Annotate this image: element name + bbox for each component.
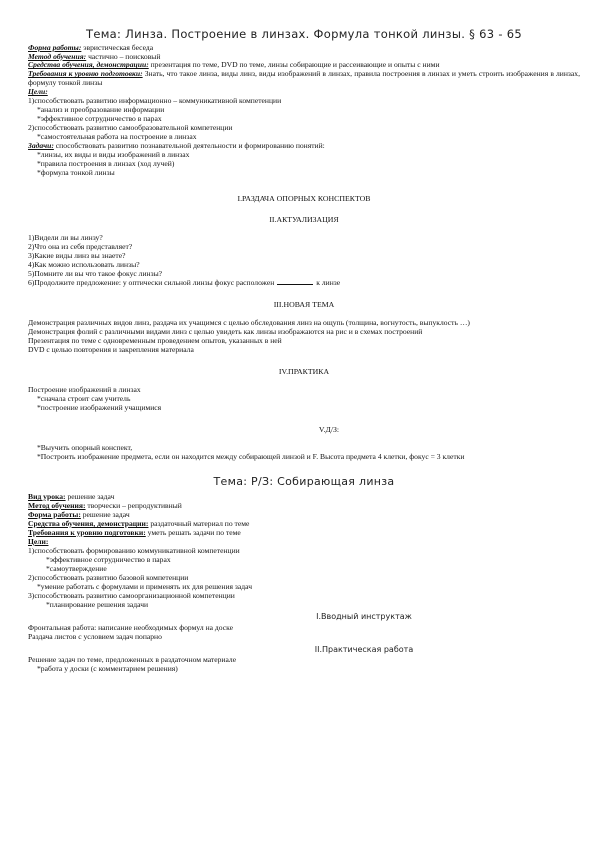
fill-blank <box>277 284 313 285</box>
subsection-heading: I.Вводный инструктаж <box>316 612 412 622</box>
document-page <box>28 0 580 674</box>
goal-item: 2)способствовать развитию базовой компетенции <box>28 573 189 582</box>
goals2-label: Цели: <box>28 537 49 546</box>
meta2-row: Требования к уровню подготовки: уметь решать задачи по теме <box>28 528 241 537</box>
goal-item: *эффективное сотрудничество в парах <box>46 555 171 564</box>
lesson-title-1: Тема: Линза. Построение в линзах. Формула тонкой линзы. § 63 - 65 <box>86 27 522 41</box>
newtopic-item: Демонстрация различных видов линз, раздача их учащимся с целью обследования линз на ощупь (толщина, вогнутость, выпуклость …) <box>28 319 470 328</box>
section-heading: I.РАЗДАЧА ОПОРНЫХ КОНСПЕКТОВ <box>237 193 371 203</box>
question-item: 2)Что она из себя представляет? <box>28 243 133 252</box>
goal-item: *анализ и преобразование информации <box>37 106 165 115</box>
practice-item: *сначала строит сам учитель <box>37 395 131 404</box>
question-item: 3)Какие виды линз вы знаете? <box>28 252 126 261</box>
homework-item: *Выучить опорный конспект, <box>37 444 133 453</box>
practice-item: Построение изображений в линзах <box>28 386 141 395</box>
goal-item: 1)способствовать развитию информационно – коммуникативной компетенции <box>28 97 282 106</box>
meta2-row: Средства обучения, демонстрации: раздаточный материал по теме <box>28 519 250 528</box>
section-heading: V.Д/З: <box>318 425 340 434</box>
meta2-row: Метод обучения: творчески – репродуктивный <box>28 502 182 511</box>
goal-item: *эффективное сотрудничество в парах <box>37 115 162 124</box>
goal-item: *умение работать с формулами и применять их для решения задач <box>37 582 253 591</box>
task-item: *правила построения в линзах (ход лучей) <box>37 159 175 168</box>
goal-item: 3)способствовать развитию самоорганизационной компетенции <box>28 591 235 600</box>
meta2-row: Форма работы: решение задач <box>28 510 130 519</box>
meta1-row: Метод обучения: частично – поисковый <box>28 52 161 61</box>
subsection-heading: II.Практическая работа <box>314 644 414 654</box>
question-item: 5)Помните ли вы что такое фокус линзы? <box>28 270 163 279</box>
meta1-row: Средства обучения, демонстрации: презентация по теме, DVD по теме, линзы собирающие и рассеивающие и опыты с ними <box>28 61 440 70</box>
question-item: 6)Продолжите предложение: у оптически сильной линзы фокус расположен к линзе <box>28 279 341 287</box>
task-item: *линзы, их виды и виды изображений в линзах <box>37 151 190 159</box>
work-item: *работа у доски (с комментарием решения) <box>37 665 178 674</box>
meta1-row: Требования к уровню подготовки: Знать, что такое линза, виды линз, виды изображений в линзах, правила построения в линзах и уметь строить изображения в линзах, формулу тонкой линзы <box>28 70 580 88</box>
section-heading: III.НОВАЯ ТЕМА <box>273 299 335 309</box>
goal-item: 2)способствовать развитию самообразовательной компетенции <box>28 124 233 133</box>
section-heading: II.АКТУАЛИЗАЦИЯ <box>269 215 339 225</box>
goal-item: *планирование решения задачи <box>46 600 149 609</box>
goals1-label: Цели: <box>28 88 48 97</box>
section-heading: IV.ПРАКТИКА <box>278 366 330 376</box>
task-item: *формула тонкой линзы <box>37 168 115 177</box>
meta1-row: Форма работы: эвристическая беседа <box>28 43 154 52</box>
question-item: 4)Как можно использовать линзы? <box>28 261 140 270</box>
instr-item: Фронтальная работа: написание необходимых формул на доске <box>28 623 233 632</box>
practice-item: *построение изображений учащимися <box>37 404 162 413</box>
newtopic-item: Презентация по теме с одновременным проведением опытов, указанных в ней <box>28 337 282 346</box>
newtopic-item: Демонстрация фолий с различными видами линз с целью увидеть как линзы изображаются на рис и в схемах построений <box>28 328 423 337</box>
homework-item: *Построить изображение предмета, если он находится между собирающей линзой и F. Высота предмета 4 клетки, фокус = 3 клетки <box>37 453 465 462</box>
goal-item: 1)способствовать формированию коммуникативной компетенции <box>28 546 240 555</box>
goal-item: *самостоятельная работа на построение в линзах <box>37 133 197 142</box>
work-item: Решение задач по теме, предложенных в раздаточном материале <box>28 656 237 665</box>
question-item: 1)Видели ли вы линзу? <box>28 234 103 243</box>
tasks-row: Задачи: способствовать развитию познавательной деятельности и формированию понятий: <box>28 142 325 151</box>
lesson-title-2: Тема: Р/З: Собирающая линза <box>213 475 395 489</box>
instr-item: Раздача листов с условием задач попарно <box>28 632 162 641</box>
newtopic-item: DVD с целью повторения и закрепления материала <box>28 346 194 354</box>
goal-item: *самоутверждение <box>46 564 107 573</box>
meta2-row: Вид урока: решение задач <box>28 493 115 502</box>
